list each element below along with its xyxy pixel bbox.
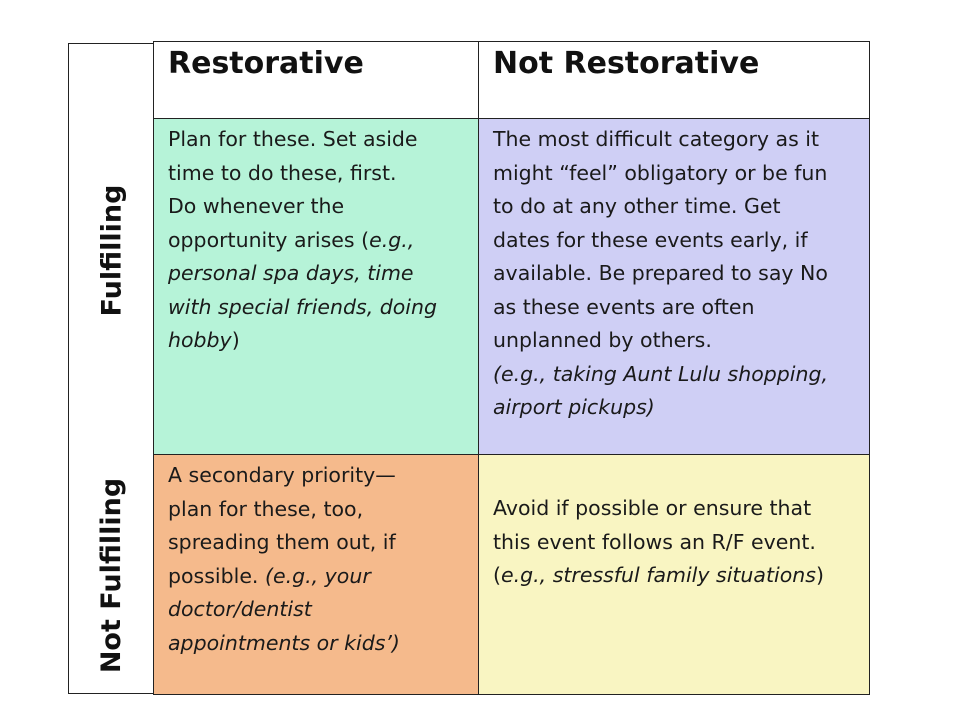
cell-text-line: available. Be prepared to say No [493,261,828,285]
cell-not-restorative-not-fulfilling [478,454,870,695]
cell-text-line: to do at any other time. Get [493,194,781,218]
cell-text-line: The most difficult category as it [493,127,820,151]
cell-example-text: doctor/dentist [168,597,312,621]
cell-text-line: spreading them out, if [168,530,396,554]
cell-text-line: Avoid if possible or ensure that [493,496,812,520]
header-restorative [153,41,479,119]
row-label-not-fulfilling: Not Fulfilling [96,477,128,673]
cell-text-close: ) [815,563,824,587]
cell-text-line: plan for these, too, [168,496,364,521]
cell-text-line: ( [493,563,501,587]
cell-text-line: time to do these, first. [168,160,397,185]
row-label-fulfilling: Fulfilling [96,184,128,316]
cell-example-text: appointments or kids’) [168,630,400,655]
header-not-restorative-label: Not Restorative [493,46,760,81]
cell-text-line: Plan for these. Set aside [168,127,418,151]
cell-text-line: dates for these events early, if [493,227,808,252]
cell-text-line: might “feel” obligatory or be fun [493,160,828,185]
header-restorative-label: Restorative [168,46,364,81]
cell-example-text: (e.g., taking Aunt Lulu shopping, [493,361,829,386]
cell-restorative-not-fulfilling [153,454,479,695]
cell-text-line: possible. [168,563,265,588]
cell-text-line: A secondary priority— [168,463,396,487]
cell-text-line: this event follows an R/F event. [493,529,816,554]
cell-example-text: e.g., [369,227,415,252]
cell-example-text: hobby [168,328,232,352]
cell-example-text: personal spa days, time [168,261,414,285]
row-label-fulfilling-wrap [69,44,155,456]
header-not-restorative [478,41,870,119]
cell-text-line: opportunity arises ( [168,227,370,252]
cell-text-line: Do whenever the [168,194,345,218]
row-labels-column [68,43,154,694]
cell-example-text: airport pickups) [493,395,655,419]
row-label-not-fulfilling-wrap [69,456,155,694]
cell-example-text: with special friends, doing [168,294,437,319]
cell-text-line: unplanned by others. [493,328,712,352]
cell-example-text: e.g., stressful family situations [501,563,816,587]
cell-text-close: ) [231,328,240,352]
cell-restorative-fulfilling [153,118,479,455]
cell-not-restorative-fulfilling [478,118,870,455]
cell-text-line: as these events are often [493,294,755,319]
cell-example-text: (e.g., your [264,563,371,588]
